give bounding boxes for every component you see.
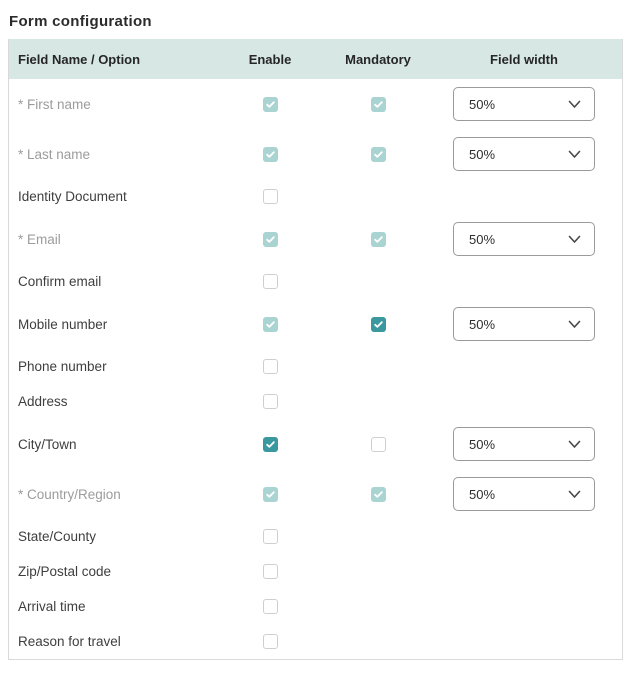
check-icon bbox=[373, 99, 384, 110]
field-label: Confirm email bbox=[18, 274, 102, 289]
field-width-value: 50% bbox=[469, 96, 496, 112]
check-icon bbox=[265, 234, 276, 245]
table-row bbox=[9, 264, 622, 299]
enable-checkbox[interactable] bbox=[263, 634, 278, 649]
field-label: Phone number bbox=[18, 359, 107, 374]
field-width-select[interactable] bbox=[453, 477, 595, 511]
form-config-table bbox=[8, 39, 623, 660]
enable-checkbox bbox=[263, 232, 278, 247]
chevron-down-icon bbox=[568, 150, 581, 159]
field-label: * Last name bbox=[18, 146, 91, 162]
mandatory-checkbox[interactable] bbox=[371, 317, 386, 332]
table-row bbox=[9, 519, 622, 554]
chevron-down-icon bbox=[568, 490, 581, 499]
check-icon bbox=[265, 489, 276, 500]
field-width-select[interactable] bbox=[453, 427, 595, 461]
field-width-select[interactable] bbox=[453, 222, 595, 256]
field-label: Identity Document bbox=[18, 189, 127, 204]
mandatory-checkbox[interactable] bbox=[371, 437, 386, 452]
enable-checkbox bbox=[263, 147, 278, 162]
mandatory-checkbox bbox=[371, 97, 386, 112]
field-label: Address bbox=[18, 394, 68, 409]
enable-checkbox[interactable] bbox=[263, 437, 278, 452]
col-header-field-name: Field Name / Option bbox=[18, 51, 141, 67]
check-icon bbox=[265, 439, 276, 450]
table-row bbox=[9, 129, 622, 179]
field-label: State/County bbox=[18, 529, 97, 544]
enable-checkbox[interactable] bbox=[263, 189, 278, 204]
field-label: Mobile number bbox=[18, 316, 108, 332]
table-row bbox=[9, 419, 622, 469]
field-label: * First name bbox=[18, 96, 91, 112]
field-label: * Email bbox=[18, 231, 61, 247]
enable-checkbox[interactable] bbox=[263, 529, 278, 544]
table-row bbox=[9, 384, 622, 419]
enable-checkbox[interactable] bbox=[263, 394, 278, 409]
field-width-value: 50% bbox=[469, 316, 496, 332]
field-label: * Country/Region bbox=[18, 486, 121, 502]
table-row bbox=[9, 554, 622, 589]
table-row bbox=[9, 349, 622, 384]
enable-checkbox[interactable] bbox=[263, 274, 278, 289]
chevron-down-icon bbox=[568, 235, 581, 244]
table-row bbox=[9, 469, 622, 519]
table-body bbox=[9, 79, 622, 659]
field-width-value: 50% bbox=[469, 231, 496, 247]
table-row bbox=[9, 79, 622, 129]
check-icon bbox=[373, 149, 384, 160]
check-icon bbox=[265, 149, 276, 160]
check-icon bbox=[373, 489, 384, 500]
chevron-down-icon bbox=[568, 100, 581, 109]
field-width-select[interactable] bbox=[453, 307, 595, 341]
chevron-down-icon bbox=[568, 440, 581, 449]
table-row bbox=[9, 179, 622, 214]
table-row bbox=[9, 589, 622, 624]
field-width-value: 50% bbox=[469, 486, 496, 502]
col-header-mandatory: Mandatory bbox=[345, 51, 411, 67]
col-header-enable: Enable bbox=[248, 51, 292, 67]
col-header-field-width: Field width bbox=[490, 51, 558, 67]
field-width-select[interactable] bbox=[453, 137, 595, 171]
field-label: Arrival time bbox=[18, 599, 86, 614]
mandatory-checkbox bbox=[371, 147, 386, 162]
check-icon bbox=[265, 319, 276, 330]
enable-checkbox[interactable] bbox=[263, 599, 278, 614]
table-row bbox=[9, 299, 622, 349]
check-icon bbox=[373, 319, 384, 330]
enable-checkbox[interactable] bbox=[263, 359, 278, 374]
enable-checkbox bbox=[263, 317, 278, 332]
mandatory-checkbox bbox=[371, 487, 386, 502]
enable-checkbox[interactable] bbox=[263, 564, 278, 579]
check-icon bbox=[265, 99, 276, 110]
field-width-value: 50% bbox=[469, 436, 496, 452]
enable-checkbox bbox=[263, 487, 278, 502]
field-label: City/Town bbox=[18, 436, 77, 452]
table-row bbox=[9, 214, 622, 264]
table-header-row bbox=[9, 39, 622, 79]
field-width-value: 50% bbox=[469, 146, 496, 162]
chevron-down-icon bbox=[568, 320, 581, 329]
field-label: Reason for travel bbox=[18, 634, 121, 649]
enable-checkbox bbox=[263, 97, 278, 112]
field-width-select[interactable] bbox=[453, 87, 595, 121]
table-row bbox=[9, 624, 622, 659]
check-icon bbox=[373, 234, 384, 245]
mandatory-checkbox bbox=[371, 232, 386, 247]
page-title: Form configuration bbox=[9, 13, 152, 30]
field-label: Zip/Postal code bbox=[18, 564, 112, 579]
